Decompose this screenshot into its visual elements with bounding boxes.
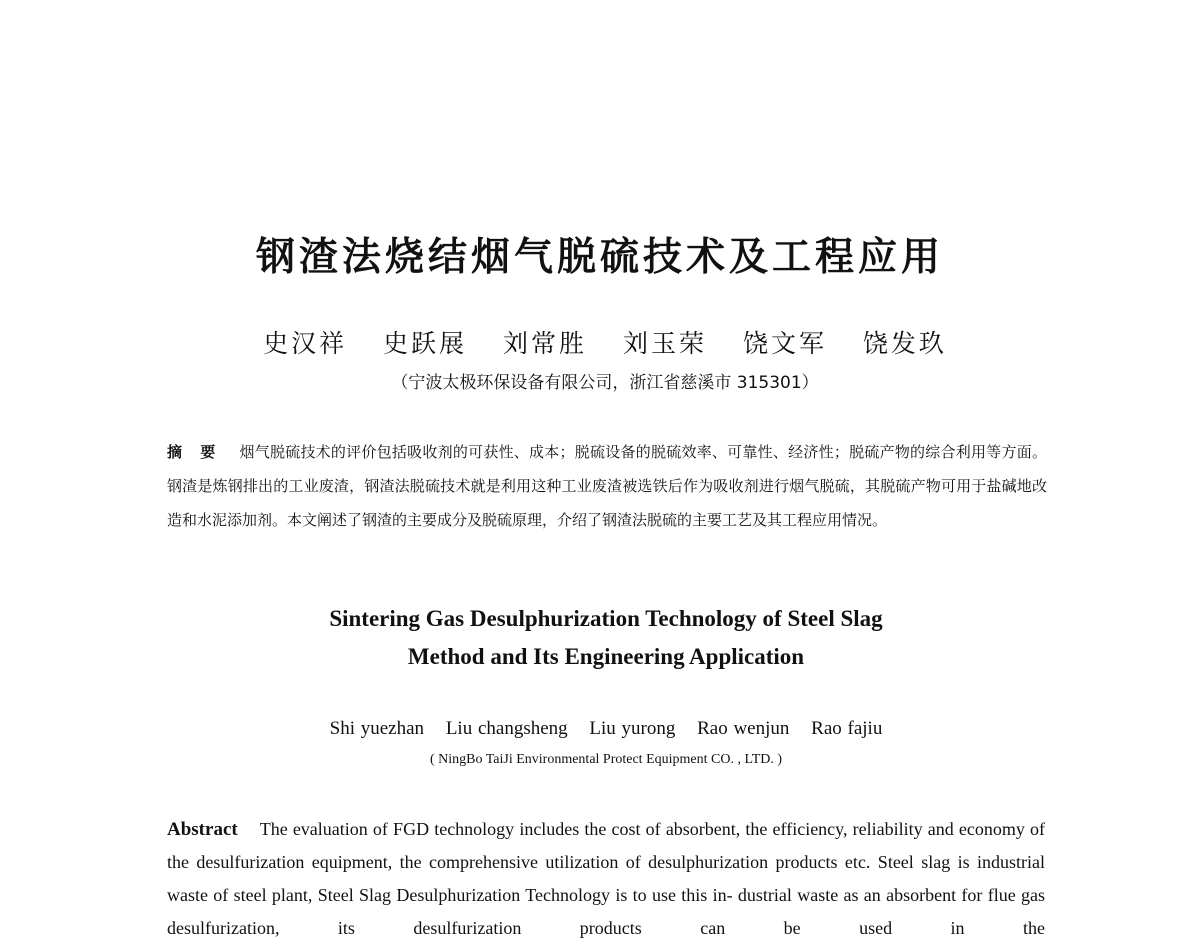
chinese-author: 刘玉荣 [622,329,707,358]
english-authors [0,718,1200,740]
english-title-line: Sintering Gas Desulphurization Technology of Steel Slag [329,606,883,631]
english-author: Shi yuezhan [329,718,425,739]
english-affiliation: ( NingBo TaiJi Environmental Protect Equipment CO. , LTD. ) [429,752,783,767]
english-title-line: Method and Its Engineering Application [407,644,805,669]
english-title [0,600,1200,676]
chinese-title: 钢渣法烧结烟气脱硫技术及工程应用 [255,235,944,280]
chinese-author: 史汉祥 [263,329,348,358]
chinese-authors [0,324,1200,360]
english-abstract [167,813,1045,945]
chinese-author: 史跃展 [383,329,468,358]
chinese-author: 饶文军 [742,329,827,358]
english-author: Liu yurong [589,718,676,739]
chinese-abstract-label: 摘要 [167,443,234,461]
english-abstract-label: Abstract [167,819,238,840]
chinese-abstract [167,435,1047,537]
chinese-abstract-text: 烟气脱硫技术的评价包括吸收剂的可获性、成本；脱硫设备的脱硫效率、可靠性、经济性；脱硫产物的综合利用等方面。钢渣是炼钢排出的工业废渣，钢渣法脱硫技术就是利用这种工业废渣被选铁后作为吸收剂进行烟气脱硫，其脱硫产物可用于盐碱地改造和水泥添加剂。本文阐述了钢渣的主要成分及脱硫原理，介绍了钢渣法脱硫的主要工艺及其工程应用情况。 [167,443,1047,529]
english-abstract-text: The evaluation of FGD technology includes the cost of absorbent, the efficiency, reliability and economy of the desulfurization equipment, the comprehensive utilization of desulphurization products etc. Steel slag is industrial waste of steel plant, Steel Slag Desulphurization Technology is to use this in- dustrial waste as an absorbent for flue gas desulfurization, its desulfurization products can be used in the [167,819,1045,938]
chinese-affiliation: （宁波太极环保设备有限公司，浙江省慈溪市 315301） [391,373,819,393]
chinese-author: 饶发玖 [862,329,947,358]
english-author: Rao wenjun [697,718,790,739]
english-author: Liu changsheng [445,718,568,739]
chinese-author: 刘常胜 [503,329,588,358]
english-author: Rao fajiu [811,718,883,739]
